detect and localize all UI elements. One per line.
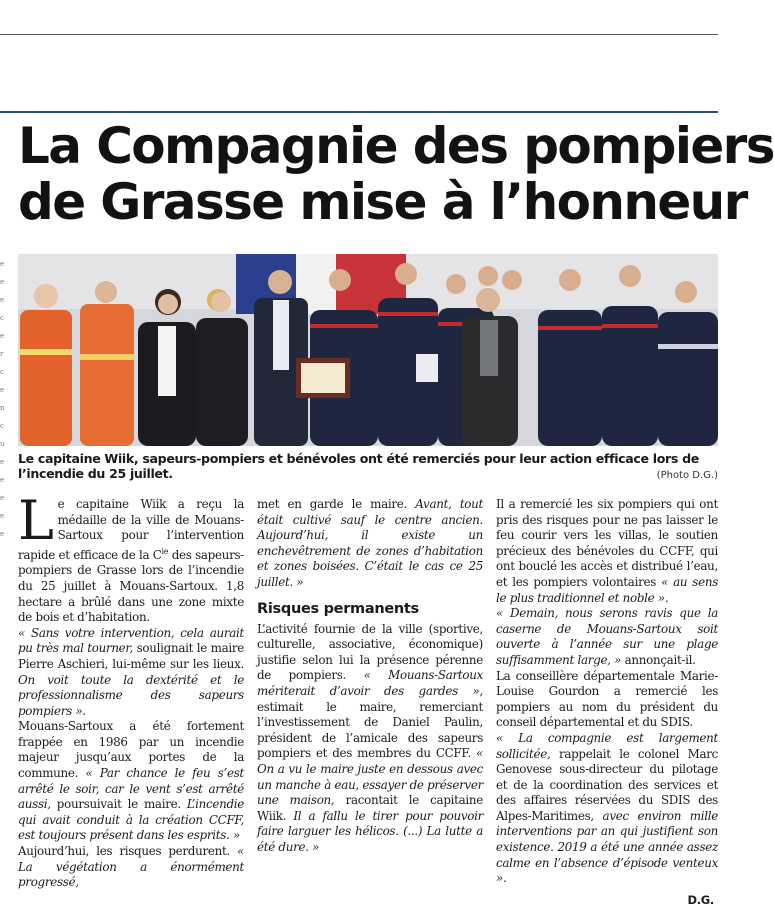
- paragraph-text: rappelait le colonel Marc Genovese sous-directeur du pilotage et de la coordination des services et des affaires réservées du SDIS des Alpes-Maritimes,: [496, 746, 718, 823]
- photo-credit: (Photo D.G.): [656, 470, 718, 481]
- paragraph-text: annonçait-il.: [621, 652, 696, 667]
- article-paragraph: [496, 606, 718, 668]
- paragraph-text: Mouans-Sartoux a été fortement frappée en 1986 par un incendie majeur jusqu’aux portes de la commune.: [18, 719, 244, 781]
- quote-text: L’incendie qui avait conduit à la création CCFF, est toujours présent dans les esprits. »: [18, 797, 244, 843]
- paragraph-text: Il a remercié les six pompiers qui ont pris des risques pour ne pas laisser le feu courir vers les villas, le soutien précieux des bénévoles du CCFF, qui ont bouclé les accès et distribué l’eau, et les pompiers volontaires: [496, 497, 718, 589]
- ceremony-photo: [18, 254, 718, 446]
- section-rule: [0, 111, 718, 113]
- paragraph-text: racontait le capitaine Wiik.: [257, 793, 483, 823]
- article-paragraph: [496, 731, 718, 887]
- top-rule: [0, 34, 718, 35]
- adjacent-column-edge: [0, 255, 4, 815]
- quote-text: « Par chance le feu s’est arrêté le soir, car le vent s’est arrêté aussi,: [18, 766, 244, 812]
- article-paragraph: [18, 626, 244, 720]
- article-paragraph: [496, 669, 718, 731]
- ceremony-photo-illustration: [18, 254, 718, 446]
- paragraph-text: La conseillère départementale Marie-Louise Gourdon a remercié les pompiers au nom du président du conseil départemental et du SDIS.: [496, 668, 718, 730]
- edge-fragment-text: e e e c e r c e n c u e e e e e: [0, 260, 5, 538]
- quote-text: On voit toute la dextérité et le professionnalisme des sapeurs pompiers ».: [18, 672, 244, 718]
- author-signature: D.G.: [687, 892, 714, 907]
- quote-text: « La végétation a énormément progressé,: [18, 844, 244, 890]
- quote-text: « Demain, nous serons ravis que la caserne de Mouans-Sartoux soit ouverte à l’année sur une plage suffisamment large, »: [496, 606, 718, 667]
- article-paragraph: [18, 844, 244, 891]
- paragraph-text: e capitaine Wiik a reçu la médaille de la ville de Mouans-Sartoux pour l’intervention rapide et efficace de la C: [18, 497, 244, 562]
- drop-cap: L: [18, 489, 54, 552]
- superscript: ie: [161, 546, 169, 556]
- photo-caption: Le capitaine Wiik, sapeurs-pompiers et bénévoles ont été remerciés pour leur action efficace lors de l’incendie du 25 juillet.: [18, 451, 699, 481]
- article-paragraph: [257, 497, 483, 591]
- headline-line-2: de Grasse mise à l’honneur: [18, 173, 747, 231]
- article-paragraph: [18, 489, 244, 626]
- paragraph-text: L’activité fournie de la ville (sportive, culturelle, associative, économique) justifie selon lui la présence pérenne de pompiers.: [257, 621, 483, 683]
- quote-text: « au sens le plus traditionnel et noble ».: [496, 574, 718, 605]
- article-paragraph: [18, 719, 244, 844]
- paragraph-text: des sapeurs-pompiers de Grasse lors de l’incendie du 25 juillet à Mouans-Sartoux. 1,8 hectare a brûlé dans une zone mixte de bois et d’habitation.: [18, 547, 244, 625]
- quote-text: « La compagnie est largement sollicitée,: [496, 730, 718, 761]
- quote-text: « Mouans-Sartoux mériterait d’avoir des gardes »: [257, 668, 483, 698]
- paragraph-text: met en garde le maire.: [257, 497, 416, 511]
- paragraph-text: , estimait le maire, remerciant l’investissement de Daniel Paulin, président de l’amicale des sapeurs pompiers et des membres du CCFF.: [257, 683, 483, 761]
- paragraph-text: poursuivait le maire.: [50, 797, 187, 812]
- article-column-2: [257, 497, 483, 855]
- headline-line-1: La Compagnie des pompiers: [18, 117, 774, 175]
- subheading: Risques permanents: [257, 600, 419, 617]
- quote-text: avec environ mille interventions par an qui justifient son existence. 2019 a été une année assez calme en l’absence d’épisode venteux ».: [496, 808, 718, 886]
- article-paragraph: [257, 622, 483, 856]
- quote-text: « Sans votre intervention, cela aurait pu très mal tourner,: [18, 625, 244, 656]
- article-column-3: [496, 497, 718, 908]
- headline: [18, 117, 774, 231]
- quote-text: « On a vu le maire juste en dessous avec un manche à eau, essayer de préserver une maison,: [257, 746, 483, 808]
- quote-text: Il a fallu le tirer pour pouvoir faire larguer les hélicos. (...) La lutte a été dure. »: [257, 808, 483, 854]
- article-paragraph: [496, 497, 718, 606]
- quote-text: Avant, tout était cultivé sauf le centre ancien. Aujourd’hui, il existe un enchevêtrement de zones d’habitation et zones boisées. C’était le cas ce 25 juillet. »: [257, 497, 483, 589]
- paragraph-text: Aujourd’hui, les risques perdurent.: [18, 844, 238, 859]
- article-column-1: [18, 489, 244, 891]
- paragraph-text: soulignait le maire Pierre Aschieri, lui-même sur les lieux.: [18, 641, 244, 671]
